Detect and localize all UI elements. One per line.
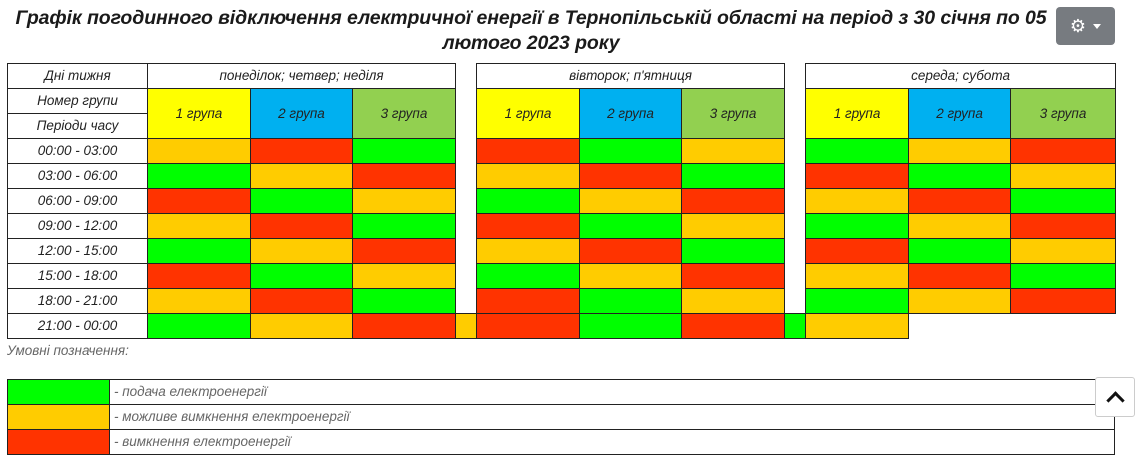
- status-cell-off: [148, 264, 251, 289]
- status-cell-off: [251, 139, 353, 164]
- table-row: [8, 239, 1116, 264]
- status-cell-maybe: [806, 264, 909, 289]
- status-cell-on: [148, 164, 251, 189]
- chevron-up-icon: [1106, 391, 1124, 409]
- status-cell-maybe: [806, 189, 909, 214]
- legend-row: [8, 430, 1115, 455]
- status-cell-on: [148, 314, 251, 339]
- status-cell-maybe: [580, 264, 682, 289]
- group-header: 2 група: [251, 89, 353, 139]
- period-cell: 06:00 - 09:00: [8, 189, 148, 214]
- status-cell-on: [1011, 264, 1116, 289]
- legend-swatch-maybe: [8, 405, 110, 430]
- table-row: [8, 289, 1116, 314]
- period-cell: 21:00 - 00:00: [8, 314, 148, 339]
- status-cell-on: [580, 214, 682, 239]
- status-cell-maybe: [682, 139, 785, 164]
- status-cell-on: [682, 239, 785, 264]
- group-header: 1 група: [806, 89, 909, 139]
- title-date-range: по 05 лютого 2023 року: [442, 7, 1047, 54]
- status-cell-maybe: [456, 314, 477, 339]
- status-cell-on: [909, 164, 1011, 189]
- period-cell: 09:00 - 12:00: [8, 214, 148, 239]
- table-row: [8, 264, 1116, 289]
- status-cell-on: [477, 264, 580, 289]
- status-cell-maybe: [909, 289, 1011, 314]
- table-row: [8, 164, 1116, 189]
- status-cell-maybe: [148, 214, 251, 239]
- status-cell-maybe: [580, 189, 682, 214]
- days-header-row: [8, 64, 1116, 89]
- status-cell-on: [353, 289, 456, 314]
- status-cell-off: [909, 264, 1011, 289]
- table-row: [8, 189, 1116, 214]
- status-cell-off: [909, 189, 1011, 214]
- status-cell-maybe: [682, 289, 785, 314]
- status-cell-maybe: [1011, 164, 1116, 189]
- status-cell-on: [353, 214, 456, 239]
- status-cell-maybe: [148, 139, 251, 164]
- status-cell-on: [353, 139, 456, 164]
- status-cell-maybe: [806, 314, 909, 339]
- status-cell-off: [1011, 139, 1116, 164]
- status-cell-on: [682, 164, 785, 189]
- status-cell-off: [148, 189, 251, 214]
- legend-table: [7, 379, 1115, 455]
- status-cell-off: [580, 164, 682, 189]
- day-header: середа; субота: [806, 64, 1116, 89]
- legend-row: [8, 380, 1115, 405]
- status-cell-maybe: [909, 139, 1011, 164]
- legend-swatch-off: [8, 430, 110, 455]
- day-header: понеділок; четвер; неділя: [148, 64, 456, 89]
- status-cell-maybe: [353, 264, 456, 289]
- status-cell-maybe: [251, 314, 353, 339]
- gear-icon: ⚙: [1069, 16, 1087, 36]
- status-cell-maybe: [353, 189, 456, 214]
- group-header: 3 група: [353, 89, 456, 139]
- status-cell-on: [909, 239, 1011, 264]
- table-row: [8, 314, 1116, 339]
- legend-title: Умовні позначення:: [7, 343, 129, 358]
- status-cell-on: [806, 139, 909, 164]
- status-cell-on: [251, 189, 353, 214]
- periods-label: Періоди часу: [8, 114, 148, 139]
- status-cell-off: [251, 214, 353, 239]
- settings-button[interactable]: [1056, 7, 1115, 45]
- period-cell: 03:00 - 06:00: [8, 164, 148, 189]
- group-header-row: [8, 89, 1116, 114]
- chevron-down-icon: [1093, 24, 1101, 29]
- day-header: вівторок; п'ятниця: [477, 64, 785, 89]
- status-cell-off: [477, 289, 580, 314]
- status-cell-on: [580, 314, 682, 339]
- status-cell-on: [251, 264, 353, 289]
- status-cell-off: [682, 264, 785, 289]
- column-gap: [785, 64, 806, 314]
- status-cell-off: [682, 314, 785, 339]
- status-cell-on: [477, 189, 580, 214]
- status-cell-on: [806, 289, 909, 314]
- status-cell-maybe: [682, 214, 785, 239]
- status-cell-off: [477, 139, 580, 164]
- status-cell-on: [1011, 189, 1116, 214]
- status-cell-maybe: [1011, 239, 1116, 264]
- status-cell-off: [682, 189, 785, 214]
- group-header: 1 група: [477, 89, 580, 139]
- period-cell: 15:00 - 18:00: [8, 264, 148, 289]
- status-cell-on: [580, 139, 682, 164]
- status-cell-maybe: [477, 239, 580, 264]
- group-header: 3 група: [682, 89, 785, 139]
- status-cell-on: [806, 214, 909, 239]
- period-cell: 18:00 - 21:00: [8, 289, 148, 314]
- table-row: [8, 139, 1116, 164]
- status-cell-off: [1011, 214, 1116, 239]
- status-cell-off: [477, 214, 580, 239]
- group-number-label: Номер групи: [8, 89, 148, 114]
- legend-label: - можливе вимкнення електроенергії: [110, 405, 1115, 430]
- title-main: Графік погодинного відключення електричної енергії в Тернопільській області на період з 30 січня: [15, 7, 997, 29]
- group-header: 2 група: [909, 89, 1011, 139]
- column-gap: [456, 64, 477, 314]
- status-cell-off: [806, 239, 909, 264]
- status-cell-maybe: [477, 164, 580, 189]
- status-cell-off: [806, 164, 909, 189]
- status-cell-on: [148, 239, 251, 264]
- group-header: 1 група: [148, 89, 251, 139]
- legend-label: - вимкнення електроенергії: [110, 430, 1115, 455]
- legend-row: [8, 405, 1115, 430]
- period-cell: 12:00 - 15:00: [8, 239, 148, 264]
- scroll-to-top-button[interactable]: [1095, 377, 1135, 417]
- schedule-table: [7, 63, 1116, 339]
- legend-label: - подача електроенергії: [110, 380, 1115, 405]
- group-header: 3 група: [1011, 89, 1116, 139]
- status-cell-off: [353, 164, 456, 189]
- page-title: [0, 6, 1062, 56]
- status-cell-maybe: [251, 164, 353, 189]
- table-row: [8, 214, 1116, 239]
- status-cell-off: [353, 239, 456, 264]
- status-cell-off: [1011, 289, 1116, 314]
- status-cell-maybe: [251, 239, 353, 264]
- status-cell-on: [580, 289, 682, 314]
- days-label: Дні тижня: [8, 64, 148, 89]
- status-cell-off: [477, 314, 580, 339]
- status-cell-maybe: [909, 214, 1011, 239]
- period-cell: 00:00 - 03:00: [8, 139, 148, 164]
- group-header: 2 група: [580, 89, 682, 139]
- legend-swatch-on: [8, 380, 110, 405]
- status-cell-maybe: [148, 289, 251, 314]
- status-cell-on: [785, 314, 806, 339]
- status-cell-off: [353, 314, 456, 339]
- status-cell-off: [251, 289, 353, 314]
- status-cell-off: [580, 239, 682, 264]
